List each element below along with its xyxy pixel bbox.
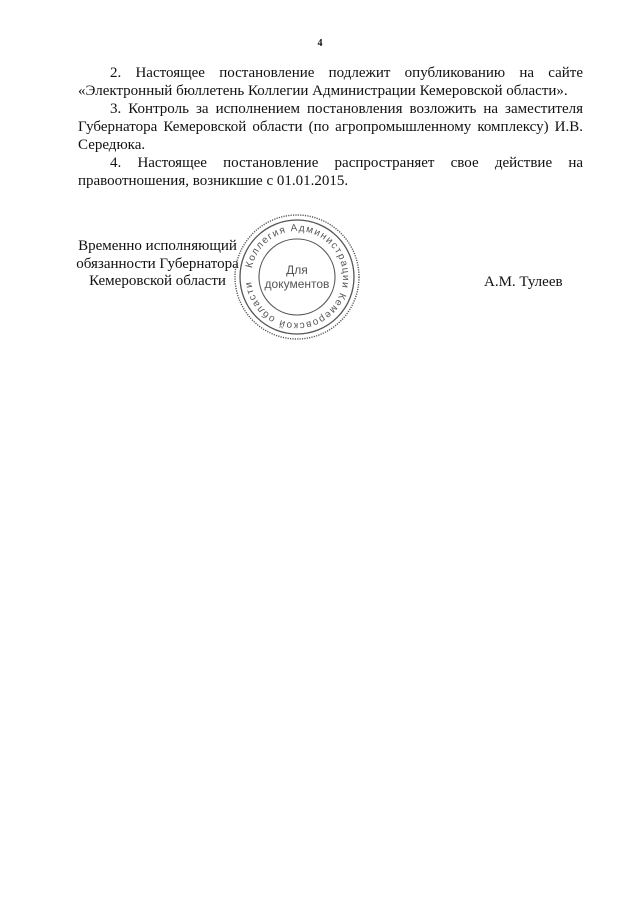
paragraph-publication: 2. Настоящее постановление подлежит опубликованию на сайте «Электронный бюллетень Коллегии Администрации Кемеровской области». <box>78 65 583 99</box>
signatory-title-line: Кемеровской области <box>89 273 226 289</box>
official-seal <box>232 212 362 342</box>
signatory-name: А.М. Тулеев <box>484 274 563 290</box>
signatory-title-line: обязанности Губернатора <box>76 255 239 272</box>
page-number: 4 <box>317 38 323 49</box>
signatory-title-line: Временно исполняющий <box>78 238 237 254</box>
seal-center-line: Для <box>286 263 308 277</box>
document-body <box>78 64 583 190</box>
signatory-title <box>70 238 245 291</box>
paragraph-control: 3. Контроль за исполнением постановления возложить на заместителя Губернатора Кемеровской области (по агропромышленному комплексу) И.В. Середюка. <box>78 101 583 153</box>
seal-center-line: документов <box>264 277 330 291</box>
seal-graphic <box>232 212 362 342</box>
seal-ring-textpath: Коллегия Администрации Кемеровской области <box>243 222 352 332</box>
paragraph-effect: 4. Настоящее постановление распространяет свое действие на правоотношения, возникшие с 01.01.2015. <box>78 155 583 189</box>
